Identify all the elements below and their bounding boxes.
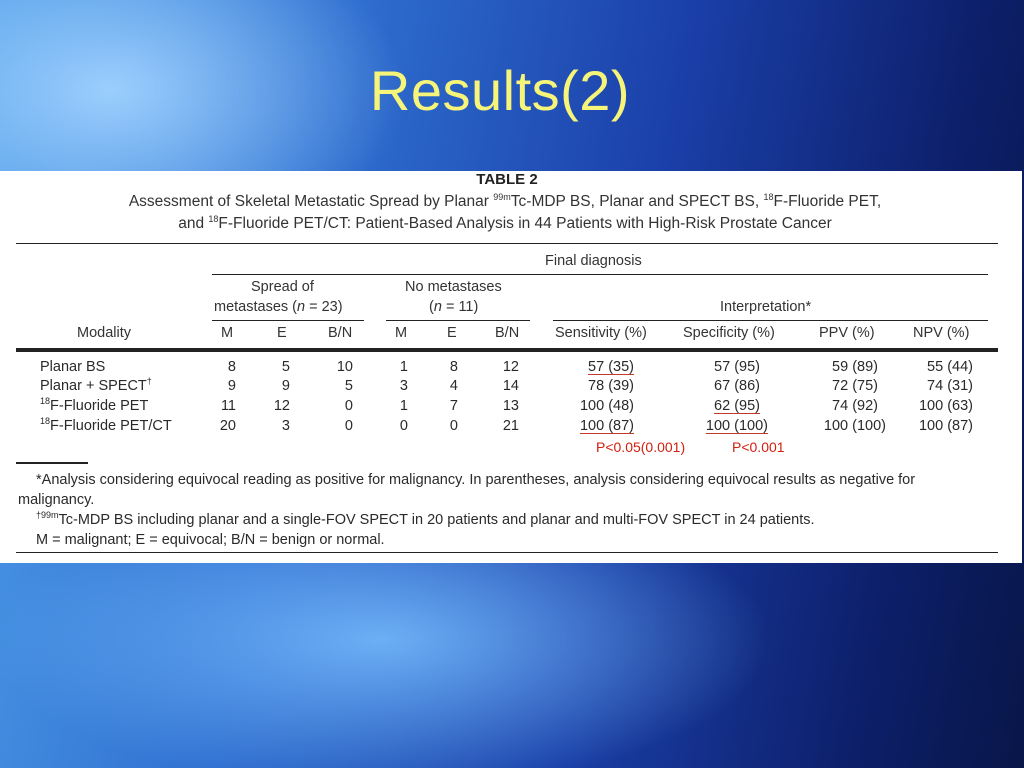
col-header-bn: B/N [495,325,520,341]
footnote-abbreviations: M = malignant; E = equivocal; B/N = benign or normal. [36,532,385,548]
cell-specificity: 67 (86) [714,378,760,394]
cell-ppv: 74 (92) [832,398,878,414]
col-header-bn: B/N [328,325,353,341]
row-modality [40,397,148,415]
cell-specificity-text: 62 (95) [714,398,760,414]
caption-superscript: 99m [493,192,511,202]
header-text: ( [429,299,434,315]
caption-text: Tc-MDP BS, Planar and SPECT BS, [510,193,764,210]
cell-e-nomet: 0 [449,418,458,434]
footnote-asterisk [18,470,1008,510]
modality-header: Modality [77,325,131,341]
cell-sensitivity: 100 (48) [579,398,634,414]
col-header-m: M [395,325,408,341]
cell-specificity: 57 (95) [714,359,760,375]
cell-m-nomet: 1 [399,359,408,375]
footnote-text: *Analysis considering equivocal reading as positive for malignancy. In parentheses, analysis considering equivocal results as negative for [36,472,916,488]
interpretation-group-rule [553,320,988,321]
p-value-specificity: P<0.001 [732,439,785,455]
cell-e-nomet: 8 [449,359,458,375]
cell-e-spread: 5 [281,359,290,375]
header-text: = 23) [305,299,343,315]
cell-npv: 100 (63) [918,398,973,414]
col-header-sensitivity: Sensitivity (%) [555,325,647,341]
caption-text: Assessment of Skeletal Metastatic Spread by Planar [128,193,494,210]
cell-m-spread: 9 [227,378,236,394]
caption-superscript: 18 [208,214,219,224]
col-header-e: E [277,325,287,341]
footnote-text: Tc-MDP BS including planar and a single-FOV SPECT in 20 patients and planar and multi-FOV SPECT in 24 patients. [58,512,815,528]
cell-npv: 100 (87) [918,418,973,434]
interpretation-header: Interpretation* [720,299,812,315]
footnote-text: malignancy. [18,492,95,508]
cell-m-spread: 8 [227,359,236,375]
cell-bn-nomet: 14 [502,378,519,394]
cell-specificity: 100 (100) [705,418,768,434]
p-value-sensitivity: P<0.05(0.001) [596,439,686,455]
table-bottom-rule [16,552,998,553]
row-modality [40,358,105,376]
footnote-dagger [36,510,815,530]
table-image-panel [0,171,1022,563]
modality-text: F-Fluoride PET/CT [50,418,172,434]
col-header-e: E [447,325,457,341]
cell-bn-nomet: 12 [502,359,519,375]
col-header-specificity: Specificity (%) [683,325,775,341]
cell-ppv: 100 (100) [823,418,886,434]
caption-text: F-Fluoride PET, [773,193,882,210]
row-modality [40,417,172,435]
footnote-superscript: †99m [36,510,59,520]
nomet-header-line1: No metastases [405,279,502,295]
spread-header-line2 [214,297,343,317]
modality-superscript: 18 [40,396,51,406]
modality-text: Planar + SPECT [40,378,147,394]
cell-npv: 74 (31) [927,378,973,394]
modality-superscript: † [146,376,152,386]
nomet-header-line2 [429,297,478,317]
slide-title: Results(2) [369,59,631,122]
header-n: n [433,299,442,315]
modality-superscript: 18 [40,416,51,426]
spread-group-rule [212,320,364,321]
footnote-rule [16,462,88,464]
cell-m-spread: 20 [219,418,236,434]
cell-bn-spread: 10 [336,359,353,375]
cell-npv: 55 (44) [927,359,973,375]
col-header-m: M [221,325,234,341]
cell-sensitivity: 78 (39) [588,378,634,394]
header-text: = 11) [441,299,479,315]
header-text: metastases ( [214,299,297,315]
col-header-ppv: PPV (%) [819,325,875,341]
cell-bn-nomet: 13 [502,398,519,414]
cell-sensitivity: 100 (87) [579,418,634,434]
col-header-npv: NPV (%) [913,325,970,341]
table-name: TABLE 2 [476,171,538,188]
cell-e-spread: 12 [273,398,290,414]
modality-text: Planar BS [40,359,106,375]
final-diagnosis-rule [212,274,988,275]
row-modality [40,377,152,395]
nomet-group-rule [386,320,530,321]
cell-m-nomet: 0 [399,418,408,434]
cell-e-nomet: 4 [449,378,458,394]
caption-superscript: 18 [763,192,774,202]
caption-text: and [178,215,209,232]
cell-m-nomet: 3 [399,378,408,394]
cell-ppv: 59 (89) [832,359,878,375]
cell-e-spread: 3 [281,418,290,434]
cell-e-spread: 9 [281,378,290,394]
cell-bn-spread: 0 [344,398,353,414]
table-top-rule [16,243,998,244]
cell-bn-spread: 5 [344,378,353,394]
final-diagnosis-header: Final diagnosis [545,253,642,269]
cell-e-nomet: 7 [449,398,458,414]
cell-bn-spread: 0 [344,418,353,434]
header-n: n [297,299,306,315]
cell-specificity [680,397,760,415]
cell-m-spread: 11 [220,398,236,414]
cell-ppv: 72 (75) [832,378,878,394]
cell-sensitivity: 57 (35) [588,359,634,375]
cell-m-nomet: 1 [399,398,408,414]
cell-bn-nomet: 21 [502,418,519,434]
table-caption [30,191,980,235]
modality-text: F-Fluoride PET [50,398,149,414]
caption-text: F-Fluoride PET/CT: Patient-Based Analysis in 44 Patients with High-Risk Prostate Cancer [218,215,832,232]
header-thick-rule [16,348,998,352]
spread-header-line1: Spread of [251,279,314,295]
